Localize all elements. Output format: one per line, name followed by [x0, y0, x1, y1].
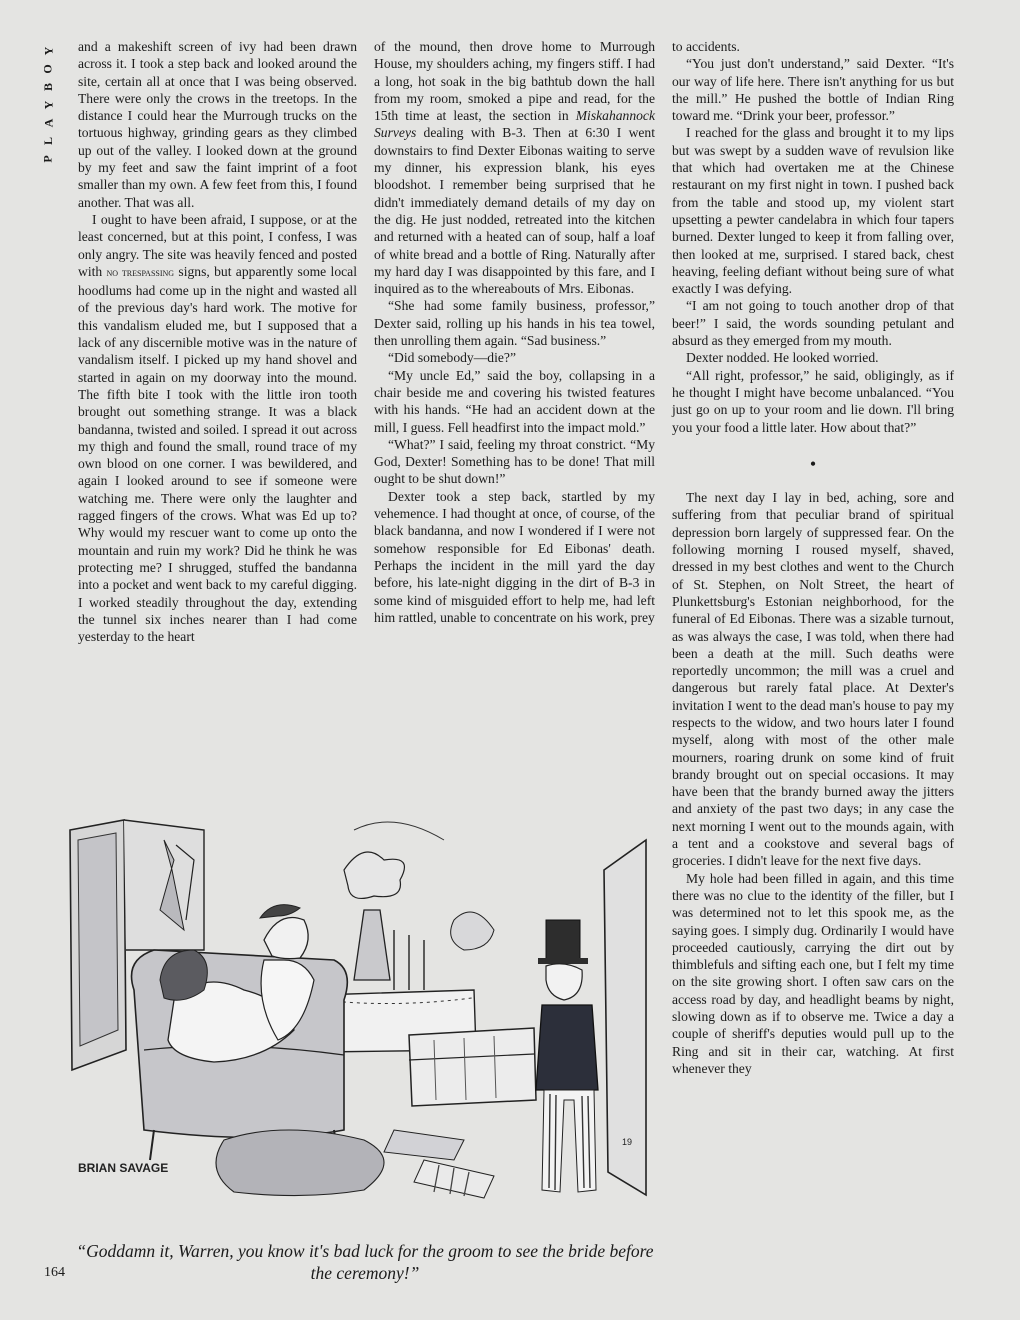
section-break-bullet: •	[809, 453, 817, 474]
paragraph: “All right, professor,” he said, obligingly, as if he thought I might have become unbalanced. “You just go on up to your room and lie down. I'll bring you your food a little later. How about that?”	[672, 367, 954, 435]
masthead-letter: Y	[40, 46, 55, 56]
masthead-letter: L	[40, 136, 55, 146]
paragraph: “You just don't understand,” said Dexter. “It's our way of life here. There isn't anything for us but the mill.” He pushed the bottle of Indian Ring toward me. “Drink your beer, professor.”	[672, 56, 954, 124]
paragraph: Dexter took a step back, startled by my vehemence. I had thought at once, of course, of the black bandanna, and now I wondered if I were not somehow responsible for Ed Eibonas' death. Perhaps the incident in the mill yard the day before, his late-night digging in the dirt of B-3 in some kind of misguided effort to help me, had left him rattled, unable to concentrate on his work, prey	[374, 488, 655, 625]
paragraph	[78, 211, 357, 645]
masthead-letter: O	[41, 64, 55, 74]
text-run: I ought to have been afraid, I suppose, or at the least concerned, but at this point, I confess, I was only angry. The site was heavily fenced and posted with	[78, 211, 357, 279]
paragraph: “What?” I said, feeling my throat constrict. “My God, Dexter! Something has to be done! That mill ought to be shut down!”	[374, 436, 655, 487]
paragraph: “I am not going to touch another drop of that beer!” I said, the words sounding petulant and absurd as they emerged from my mouth.	[672, 298, 954, 349]
masthead-letter: A	[40, 118, 55, 128]
paragraph: I reached for the glass and brought it to my lips but was swept by a sudden wave of revulsion like that which had overtaken me at the Chinese restaurant on my first night in town. I pushed back from the table and stood up, my violent start upsetting a pewter candelabra in which four tapers burned. Dexter lunged to keep it from falling over, then looked at me, surprised. I stared back, chest heaving, feeling defiant without being sure of what exactly I was defying.	[672, 125, 954, 297]
italic-title: Miskahannock Surveys	[374, 108, 655, 141]
paragraph	[374, 38, 655, 297]
text-column-1	[78, 38, 357, 645]
small-caps-text: no trespassing	[106, 266, 175, 279]
paragraph: Dexter nodded. He looked worried.	[686, 350, 879, 366]
cartoon-signature: BRIAN SAVAGE	[78, 1161, 169, 1175]
paragraph: My hole had been filled in again, and this time there was no clue to the identity of the filler, but I was determined not to let this spook me, as the saying goes. I simply dug. Ordinarily I would have proceeded cautiously, carrying the dirt out by thimblefuls and sifting each one, but I felt my time on the site growing short. I often saw cars on the access road by day, and headlight beams by night, slowing down as if to observe me. Twice a day a couple of sheriff's deputies would pull up to the Ring and sit in their car, watching. At first whenever they	[672, 870, 954, 1076]
paragraph: “Did somebody—die?”	[388, 350, 516, 366]
cartoon-illustration	[64, 800, 649, 1220]
paragraph: “She had some family business, professor,” Dexter said, rolling up his hands in his tea towel, then unrolling them again. “Sad business.”	[374, 298, 655, 349]
text-column-3	[672, 38, 954, 1077]
cartoon-caption: “Goddamn it, Warren, you know it's bad luck for the groom to see the bride before the ceremony!”	[76, 1241, 654, 1283]
masthead-vertical	[36, 42, 60, 168]
paragraph: to accidents.	[672, 39, 740, 54]
masthead-letter: Y	[40, 100, 55, 110]
page-number: 164	[44, 1265, 65, 1280]
text-column-2	[374, 38, 655, 626]
paragraph: The next day I lay in bed, aching, sore and suffering from that peculiar brand of spiritual depression born largely of suppressed fear. On the following morning I roused myself, shaved, dressed in my best clothes and went to the Church of St. Stephen, on Nolt Street, the heart of Plunkettsburg's Estonian neighborhood, for the funeral of Ed Eibonas. There was a sizable turnout, as was always the case, I was told, when there had been a death at the mill. Such deaths were reportedly uncommon; the mill was a cruel and dangerous but rarely fatal place. At Dexter's invitation I went to the dead man's house to pay my respects to the widow, and two hours later I found myself, along with most of the other male mourners, roaring drunk on some kind of fruit brandy brought out on special occasions. It may have been that the brandy burned away the jitters and anxiety of the past two days; in any case the next morning I went out to the mounds again, with a tent and a cookstove and several bags of groceries. I didn't leave for the next five days.	[672, 490, 954, 869]
paragraph: “My uncle Ed,” said the boy, collapsing in a chair beside me and covering his twisted features with his hands. “He had an accident down at the mill, I guess. Fell headfirst into the impact mold.”	[374, 367, 655, 435]
masthead-letter: B	[40, 82, 55, 92]
masthead-letter: P	[41, 155, 55, 163]
text-run: signs, but apparently some local hoodlums had come up in the night and wasted all of the previous day's hard work. The motive for this vandalism eluded me, but I supposed that a lack of any discernible motive was in the nature of vandalism itself. I picked up my hand shovel and started in again on my doorway into the mound. The fifth bite I took with the little iron tooth brought out something strange. It was a black bandanna, twisted and soiled. I spread it out across my thigh and found the small, round trace of my own blood on one corner. I was bewildered, and again I looked around to see if someone were watching me. There were only the laughter and ragged fingers of the crows. What was Ed up to? Why would my rescuer want to come up onto the mountain and ruin my work? Did he think he was protecting me? I shrugged, stuffed the bandanna into a pocket and went back to my careful digging. I worked steadily throughout the day, extending the tunnel six inches nearer than I had come yesterday to the heart	[78, 263, 357, 645]
text-run: of the mound, then drove home to Murrough House, my shoulders aching, my fingers stiff. I had a long, hot soak in the big bathtub down the hall from my room, smoked a pipe and read, for the 15th time at least, the section in	[374, 39, 655, 124]
door-number: 19	[622, 1137, 633, 1147]
paragraph: and a makeshift screen of ivy had been drawn across it. I took a step back and looked around the site, certain all at once that I was being observed. There were only the crows in the treetops. In the distance I could hear the Murrough trucks on the tortuous highway, grinding gears as they climbed up out of the valley. I looked down at the ground by my feet and saw the faint imprint of a foot smaller than my own. A few feet from this, I found another. That was all.	[78, 39, 357, 210]
text-run: dealing with B-3. Then at 6:30 I went downstairs to find Dexter Eibonas waiting to serve my dinner, his expression blank, his eyes bloodshot. I remember being surprised that he didn't immediately demand details of my day on the dig. He just nodded, retreated into the kitchen and returned with a heated can of soup, half a loaf of white bread and a bottle of Ring. Naturally after my hard day I was disappointed by this fare, and I inquired as to the whereabouts of Mrs. Eibonas.	[374, 125, 655, 297]
